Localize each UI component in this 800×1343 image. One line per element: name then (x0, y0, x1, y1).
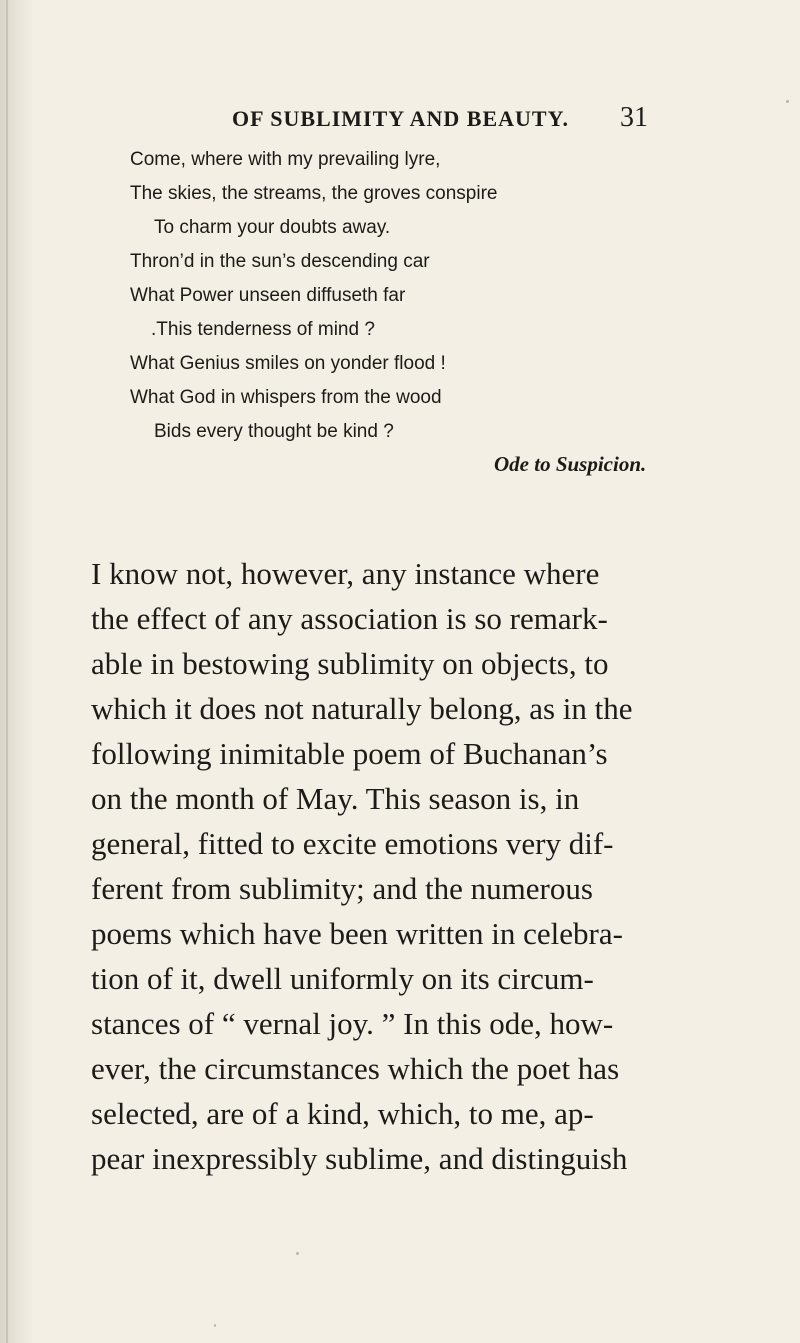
running-head: OF SUBLIMITY AND BEAUTY. (232, 106, 569, 131)
page-header (0, 102, 800, 136)
prose-line: tion of it, dwell uniformly on its circum- (91, 961, 594, 996)
prose-line: ferent from sublimity; and the numerous (91, 871, 593, 906)
poem-line: Thron’d in the sun’s descending car (130, 251, 430, 272)
prose-line: I know not, however, any instance where (91, 556, 600, 591)
prose-line: which it does not naturally belong, as in the (91, 691, 633, 726)
poem-line: What God in whispers from the wood (130, 387, 442, 408)
prose-line: ever, the circumstances which the poet has (91, 1051, 620, 1086)
prose-line: selected, are of a kind, which, to me, ap- (91, 1096, 594, 1131)
page-binding-shadow (6, 0, 8, 1343)
attribution: Ode to Suspicion. (494, 452, 647, 476)
prose-line: following inimitable poem of Buchanan’s (91, 736, 608, 771)
prose-line: the effect of any association is so remark- (91, 601, 608, 636)
poem-line: The skies, the streams, the groves conspire (130, 183, 498, 204)
prose-line: pear inexpressibly sublime, and distinguish (91, 1141, 628, 1176)
prose-line: on the month of May. This season is, in (91, 781, 580, 816)
poem-line: Bids every thought be kind ? (154, 421, 394, 442)
prose-line: general, fitted to excite emotions very dif- (91, 826, 614, 861)
paper-speck (214, 1324, 216, 1327)
prose-line: able in bestowing sublimity on objects, to (91, 646, 609, 681)
prose-line: poems which have been written in celebra- (91, 916, 623, 951)
poem-line: What Genius smiles on yonder flood ! (130, 353, 446, 374)
poem-line: To charm your doubts away. (154, 217, 391, 238)
page-number: 31 (620, 102, 648, 133)
poem-line: .This tenderness of mind ? (151, 319, 375, 340)
prose-line: stances of “ vernal joy. ” In this ode, how- (91, 1006, 614, 1041)
poem-line: Come, where with my prevailing lyre, (130, 149, 441, 170)
poem-line: What Power unseen diffuseth far (130, 285, 406, 306)
paper-speck (786, 100, 789, 103)
paper-speck (296, 1252, 299, 1255)
